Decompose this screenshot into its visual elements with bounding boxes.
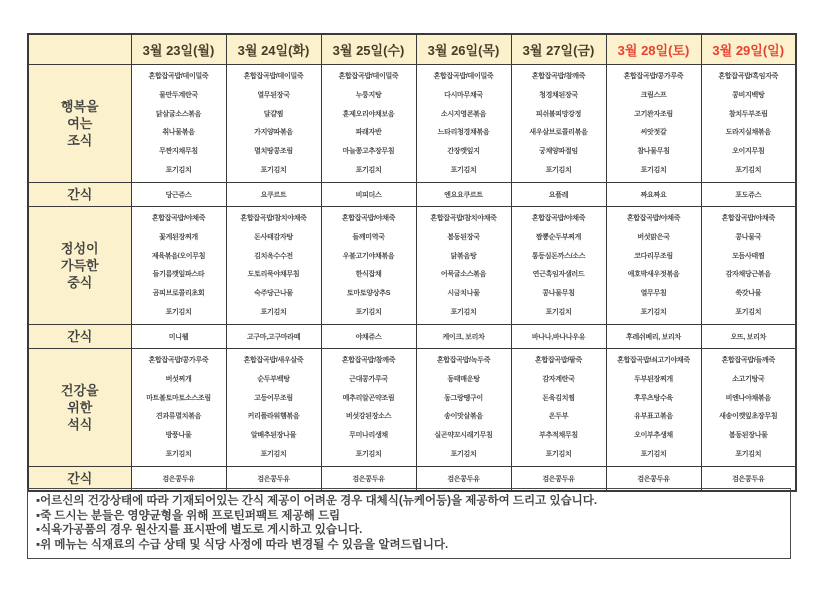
menu-line: 오이지무침: [732, 148, 765, 156]
menu-line: 포기김치: [450, 167, 477, 175]
menu-line: 혼합잡곡밥/참치야채죽: [430, 214, 497, 222]
snack-text: 검은콩두유: [352, 475, 385, 483]
menu-line: 버섯찌개: [165, 375, 192, 383]
menu-line: 포기김치: [165, 167, 192, 175]
menu-cell: [511, 65, 606, 183]
menu-line: 감자채당근볶음: [725, 271, 771, 279]
menu-line: 포기김치: [355, 309, 382, 317]
menu-line: 참나물무침: [637, 148, 670, 156]
snack-text: 당근쥬스: [165, 191, 192, 199]
menu-line: 열무무침: [640, 290, 667, 298]
section-label-line: 행복을: [60, 99, 99, 114]
menu-line: 마트볼토마토소스조림: [146, 394, 211, 402]
menu-line: 취나물볶음: [162, 129, 195, 137]
menu-line: 한식잡채: [355, 271, 382, 279]
section-label-cell: [28, 65, 131, 183]
menu-cell: [701, 349, 796, 467]
menu-line: 포기김치: [640, 309, 667, 317]
menu-line: 닭볶음탕: [450, 252, 477, 260]
section-label-line: 간식: [67, 187, 93, 202]
menu-cell-stack: [702, 207, 796, 324]
menu-line: 콩나물무침: [542, 290, 575, 298]
menu-line: 포기김치: [735, 309, 762, 317]
snack-text: 검은콩두유: [637, 475, 670, 483]
menu-line: 혼합잡곡밥/데이밀죽: [338, 72, 399, 80]
snack-cell: [606, 325, 701, 349]
snack-text: 엔요요쿠르트: [444, 191, 483, 199]
menu-line: 포기김치: [735, 451, 762, 459]
note-line: ▪어르신의 건강상태에 따라 기재되어있는 간식 제공이 어려운 경우 대체식(뉴케어등)을 제공하여 드리고 있습니다.: [36, 495, 598, 507]
menu-line: 통등심돈까스/소스: [531, 252, 586, 260]
menu-line: 멸치땅콩조림: [254, 148, 293, 156]
menu-cell-stack: [702, 65, 796, 182]
menu-line: 돈육김치찜: [542, 394, 575, 402]
menu-cell: [416, 349, 511, 467]
menu-line: 포기김치: [545, 451, 572, 459]
menu-cell-stack: [227, 65, 321, 182]
menu-line: 오이부추생채: [634, 432, 673, 440]
menu-line: 콩나물국: [735, 233, 762, 241]
snack-cell: [321, 325, 416, 349]
notes-box: [27, 488, 791, 559]
snack-text: 미니웰: [168, 333, 189, 341]
snack-text: 오뜨, 보리차: [730, 333, 767, 341]
menu-cell: [416, 65, 511, 183]
menu-line: 동그랑땡구이: [444, 394, 483, 402]
menu-line: 동태매운탕: [447, 375, 480, 383]
menu-line: 근대콩가루국: [349, 375, 388, 383]
section-label-line: 여는: [67, 116, 93, 131]
menu-line: 혼합잡곡밥/야채죽: [341, 214, 396, 222]
menu-line: 포기김치: [260, 451, 287, 459]
section-label-line: 가득한: [60, 258, 99, 273]
menu-cell: [226, 207, 321, 325]
menu-line: 혼합잡곡밥/데이밀죽: [433, 72, 494, 80]
menu-line: 숙주당근나물: [254, 290, 293, 298]
menu-cell-stack: [417, 65, 511, 182]
menu-line: 메추리알곤약조림: [342, 394, 395, 402]
menu-cell: [701, 65, 796, 183]
menu-line: 참치두부조림: [728, 110, 768, 118]
section-label-cell: [28, 207, 131, 325]
menu-line: 토마토양상추S: [346, 290, 391, 298]
section-row-breakfast: [28, 65, 796, 183]
menu-line: 혼합잡곡밥/야채죽: [721, 214, 775, 222]
snack-cell: [321, 183, 416, 207]
snack-cell: [701, 183, 796, 207]
menu-line: 혼합잡곡밥/쇠고기야채죽: [617, 356, 690, 364]
menu-cell: [511, 207, 606, 325]
snack-text: 케이크, 보리차: [442, 333, 485, 341]
menu-cell-stack: [227, 349, 321, 466]
snack-text: 바나나,바나나우유: [531, 333, 586, 341]
menu-line: 가지양파볶음: [254, 129, 293, 137]
menu-cell: [606, 349, 701, 467]
snack-cell: [226, 325, 321, 349]
snack-text: 요쿠르트: [260, 191, 287, 199]
date-header-cell: 3월 28일(토): [606, 34, 701, 65]
menu-cell-stack: [607, 65, 701, 182]
section-label-line: 위한: [67, 400, 93, 415]
menu-line: 청경채된장국: [539, 91, 578, 99]
menu-line: 혼합잡곡밥/들깨죽: [721, 356, 775, 364]
menu-line: 온두부: [548, 413, 569, 421]
menu-line: 포기김치: [545, 309, 572, 317]
menu-table: [27, 33, 797, 492]
snack-text: 후레쉬베리, 보리차: [626, 333, 681, 341]
snack-text: 검은콩두유: [732, 475, 765, 483]
menu-line: 들기름깻잎파스타: [152, 271, 205, 279]
menu-line: 새송이깻잎초장무침: [719, 413, 778, 421]
section-label-line: 건강을: [60, 383, 99, 398]
menu-line: 콩비지백탕: [732, 91, 765, 99]
snack-cell: [511, 325, 606, 349]
snack-text: 검은콩두유: [162, 475, 195, 483]
menu-line: 방풍나물: [165, 432, 192, 440]
menu-cell-stack: [132, 349, 226, 466]
snack-text: 고구마,고구마라떼: [246, 333, 301, 341]
menu-line: 봄동된장국: [447, 233, 480, 241]
menu-line: 간장깻잎지: [447, 148, 480, 156]
menu-line: 무미나리생채: [349, 432, 388, 440]
snack-cell: [606, 183, 701, 207]
menu-line: 쑥갓나물: [735, 290, 762, 298]
menu-line: 돈사태감자탕: [254, 233, 293, 241]
menu-line: 혼합잡곡밥/콩가루죽: [148, 356, 209, 364]
menu-line: 마늘쫑고추장무침: [342, 148, 395, 156]
menu-cell-stack: [132, 207, 226, 324]
menu-line: 부추적채무침: [539, 432, 578, 440]
menu-cell: [321, 349, 416, 467]
menu-cell: [321, 65, 416, 183]
menu-cell: [511, 349, 606, 467]
menu-line: 고등어무조림: [254, 394, 293, 402]
snack-text: 검은콩두유: [257, 475, 290, 483]
section-label-line: 정성이: [60, 241, 99, 256]
snack-cell: [226, 183, 321, 207]
snack-cell: [511, 183, 606, 207]
menu-line: 크림스프: [640, 91, 667, 99]
snack-text: 요플레: [548, 191, 569, 199]
menu-line: 순두부백탕: [257, 375, 290, 383]
menu-line: 우불고기야채볶음: [342, 252, 395, 260]
menu-line: 알배추된장나물: [250, 432, 297, 440]
menu-line: 다시마무채국: [444, 91, 483, 99]
section-label-line: 석식: [67, 417, 93, 432]
menu-line: 혼합잡곡밥/데이밀죽: [243, 72, 304, 80]
menu-line: 닭살굴소스볶음: [155, 110, 202, 118]
menu-line: 소고기탕국: [732, 375, 765, 383]
menu-line: 유부표고볶음: [634, 413, 673, 421]
note-line: ▪위 메뉴는 식재료의 수급 상태 및 식당 사정에 따라 변경될 수 있음을 알려드립니다.: [36, 538, 449, 551]
section-row-dinner: [28, 349, 796, 467]
menu-line: 고기완자조림: [634, 110, 673, 118]
menu-line: 포기김치: [450, 451, 477, 459]
snack-text: 짜요짜요: [640, 191, 667, 199]
note-line: ▪죽 드시는 분들은 영양균형을 위해 프로틴퍼팩트 제공해 드림: [36, 509, 341, 522]
menu-cell-stack: [512, 349, 606, 466]
menu-line: 피쉬볼피망강정: [535, 110, 582, 118]
menu-cell-stack: [702, 349, 796, 466]
menu-line: 혼합잡곡밥/흑임자죽: [718, 72, 779, 80]
menu-line: 물만두계란국: [159, 91, 198, 99]
menu-line: 포기김치: [260, 309, 287, 317]
date-header-cell: 3월 24일(화): [226, 34, 321, 65]
menu-cell: [131, 207, 226, 325]
menu-line: 감자계란국: [542, 375, 575, 383]
menu-line: 궁채양파절임: [539, 148, 578, 156]
menu-cell-stack: [607, 207, 701, 324]
snack-cell: [416, 325, 511, 349]
menu-line: 파래자반: [355, 129, 382, 137]
menu-line: 견과류멸치볶음: [155, 413, 202, 421]
date-header-cell: 3월 26일(목): [416, 34, 511, 65]
menu-line: 누룽지탕: [355, 91, 382, 99]
menu-cell: [606, 207, 701, 325]
section-label-line: 조식: [67, 133, 93, 148]
menu-line: 봄동된장나물: [728, 432, 768, 440]
menu-cell-stack: [417, 207, 511, 324]
menu-line: 곰피브로콜리초회: [152, 290, 205, 298]
menu-line: 커리플라워햄볶음: [247, 413, 300, 421]
menu-line: 포기김치: [355, 451, 382, 459]
menu-cell-stack: [512, 207, 606, 324]
menu-line: 포기김치: [640, 451, 667, 459]
menu-line: 열무된장국: [257, 91, 290, 99]
section-row-snack2: [28, 325, 796, 349]
menu-line: 포기김치: [165, 309, 192, 317]
section-row-lunch: [28, 207, 796, 325]
menu-line: 혼합잡곡밥/야채죽: [531, 214, 586, 222]
date-header-cell: 3월 25일(수): [321, 34, 416, 65]
menu-line: 포기김치: [545, 167, 572, 175]
date-header-cell: 3월 29일(일): [701, 34, 796, 65]
menu-line: 연근흑임자샐러드: [532, 271, 585, 279]
menu-line: 훈제오리야채보음: [342, 110, 395, 118]
header-row: [28, 34, 796, 65]
snack-text: 야채쥬스: [355, 333, 382, 341]
menu-line: 애호박새우젓볶음: [627, 271, 680, 279]
menu-line: 두부된장찌개: [634, 375, 673, 383]
menu-cell: [131, 65, 226, 183]
menu-line: 혼합잡곡밥/참치야채죽: [240, 214, 307, 222]
menu-line: 도토리묵야채무침: [247, 271, 300, 279]
menu-line: 도라지실채볶음: [725, 129, 771, 137]
section-row-snack1: [28, 183, 796, 207]
menu-line: 실곤약꼬시래기무침: [434, 432, 493, 440]
menu-cell: [416, 207, 511, 325]
snack-cell: [131, 325, 226, 349]
menu-line: 포기김치: [260, 167, 287, 175]
menu-table-body: [28, 34, 796, 491]
menu-line: 버섯맑은국: [637, 233, 670, 241]
menu-line: 후루츠탕수육: [634, 394, 673, 402]
snack-text: 검은콩두유: [542, 475, 575, 483]
snack-text: 검은콩두유: [447, 475, 480, 483]
note-line: ▪식육가공품의 경우 원산지를 표시판에 별도로 게시하고 있습니다.: [36, 524, 363, 536]
menu-line: 꽃게된장찌개: [159, 233, 198, 241]
section-label-line: 간식: [67, 329, 93, 344]
menu-line: 무짠지채무침: [159, 148, 198, 156]
menu-line: 혼합잡곡밥/참깨죽: [341, 356, 396, 364]
snack-cell: [701, 325, 796, 349]
menu-cell-stack: [322, 349, 416, 466]
section-label-line: 중식: [67, 275, 93, 290]
menu-line: 어묵굴소스볶음: [440, 271, 487, 279]
section-label-cell: [28, 325, 131, 349]
menu-cell: [226, 349, 321, 467]
menu-cell: [701, 207, 796, 325]
menu-line: 혼합잡곡밥/참깨죽: [531, 72, 586, 80]
menu-line: 제육볶음/오이무침: [151, 252, 206, 260]
menu-line: 모듬사태찜: [732, 252, 765, 260]
snack-text: 비피더스: [355, 191, 382, 199]
menu-line: 소시지영콘볶음: [440, 110, 487, 118]
menu-cell: [606, 65, 701, 183]
menu-cell: [131, 349, 226, 467]
snack-cell: [416, 183, 511, 207]
menu-line: 시금치나물: [447, 290, 480, 298]
snack-cell: [131, 183, 226, 207]
menu-line: 포기김치: [165, 451, 192, 459]
corner-cell: [28, 34, 131, 65]
menu-cell-stack: [132, 65, 226, 182]
menu-line: 포기김치: [450, 309, 477, 317]
menu-line: 느타리청경채볶음: [437, 129, 490, 137]
menu-cell-stack: [417, 349, 511, 466]
menu-line: 들깨미역국: [352, 233, 385, 241]
date-header-cell: 3월 23일(월): [131, 34, 226, 65]
menu-line: 혼합잡곡밥/데이밀죽: [148, 72, 209, 80]
menu-line: 짬뽕순두부찌게: [535, 233, 582, 241]
section-label-cell: [28, 183, 131, 207]
menu-line: 버섯강된장소스: [345, 413, 392, 421]
menu-line: 코다리무조림: [634, 252, 673, 260]
menu-line: 새우살브로콜리볶음: [529, 129, 588, 137]
section-label-line: 간식: [67, 471, 93, 486]
menu-line: 혼합잡곡밥/팥죽: [535, 356, 582, 364]
menu-cell-stack: [512, 65, 606, 182]
menu-line: 포기김치: [640, 167, 667, 175]
menu-cell-stack: [607, 349, 701, 466]
menu-line: 혼합잡곡밥/새우살죽: [243, 356, 304, 364]
menu-cell-stack: [322, 207, 416, 324]
date-header-cell: 3월 27일(금): [511, 34, 606, 65]
menu-cell: [226, 65, 321, 183]
menu-line: 혼합잡곡밥/콩가루죽: [623, 72, 684, 80]
menu-line: 혼합잡곡밥/녹두죽: [436, 356, 491, 364]
menu-cell-stack: [227, 207, 321, 324]
menu-cell-stack: [322, 65, 416, 182]
menu-line: 혼합잡곡밥/야채죽: [151, 214, 206, 222]
menu-line: 씨앗젓갈: [640, 129, 667, 137]
menu-line: 김치옥수수전: [254, 252, 293, 260]
menu-line: 포기김치: [735, 167, 762, 175]
menu-line: 비엔나야채볶음: [725, 394, 771, 402]
menu-line: 달걀찜: [263, 110, 284, 118]
menu-line: 혼합잡곡밥/야채죽: [626, 214, 681, 222]
menu-line: 송이맛살볶음: [444, 413, 483, 421]
section-label-cell: [28, 349, 131, 467]
menu-cell: [321, 207, 416, 325]
menu-line: 포기김치: [355, 167, 382, 175]
snack-text: 포도쥬스: [735, 191, 762, 199]
